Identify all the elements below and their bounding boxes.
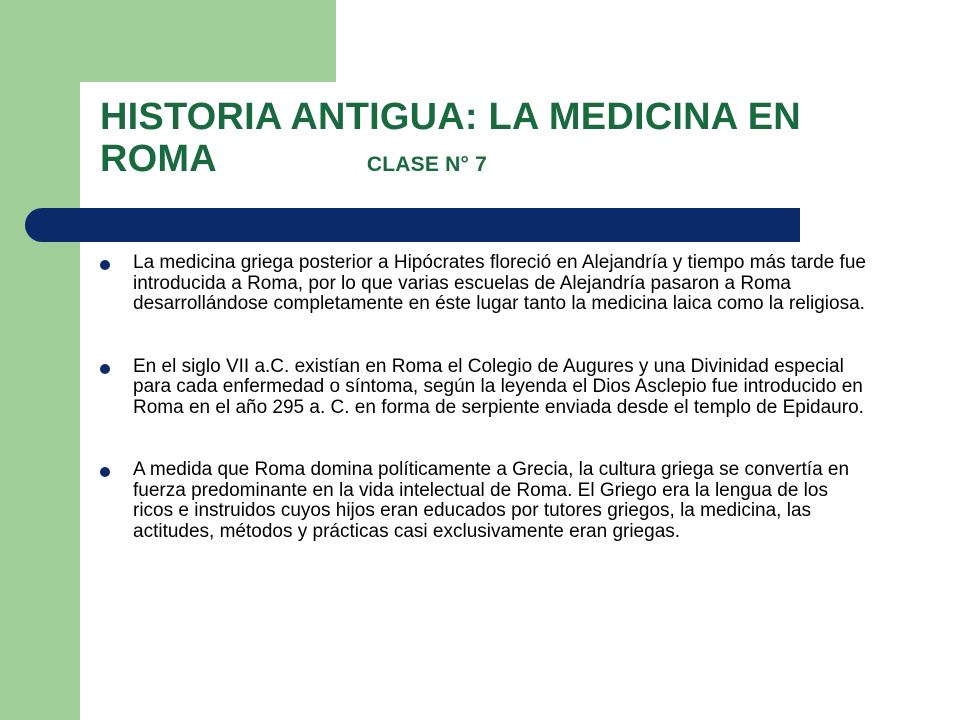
slide-title: [100, 96, 900, 186]
list-item: [100, 460, 870, 542]
title-line-2: ROMA: [100, 138, 217, 180]
list-item: [100, 253, 870, 315]
bullet-text: La medicina griega posterior a Hipócrates floreció en Alejandría y tiempo más tarde fue introducida a Roma, por lo que varias escuelas de Alejandría pasaron a Roma desarrollándose completamente en éste lugar tanto la medicina laica como la religiosa.: [133, 252, 866, 314]
title-divider-bar: [25, 208, 800, 242]
slide-subtitle: CLASE N° 7: [366, 153, 487, 176]
bullet-list: [100, 253, 870, 584]
title-line-2-wrapper: [100, 138, 900, 186]
bullet-dot-icon: [100, 467, 110, 477]
bullet-text: A medida que Roma domina políticamente a Grecia, la cultura griega se convertía en fuerza predominante en la vida intelectual de Roma. El Griego era la lengua de los ricos e instruidos cuyos hijos eran educados por tutores griegos, la medicina, las actitudes, métodos y prácticas casi exclusivamente eran griegas.: [133, 459, 850, 542]
bullet-dot-icon: [100, 364, 110, 374]
title-line-1: HISTORIA ANTIGUA: LA MEDICINA EN: [100, 96, 801, 138]
bullet-text: En el siglo VII a.C. existían en Roma el Colegio de Augures y una Divinidad especial para cada enfermedad o síntoma, según la leyenda el Dios Asclepio fue introducido en Roma en el año 295 a. C. en forma de serpiente enviada desde el templo de Epidauro.: [133, 355, 864, 418]
list-item: [100, 357, 870, 419]
bullet-dot-icon: [100, 260, 110, 270]
green-top-panel: [80, 0, 336, 82]
green-side-panel: [0, 0, 80, 720]
